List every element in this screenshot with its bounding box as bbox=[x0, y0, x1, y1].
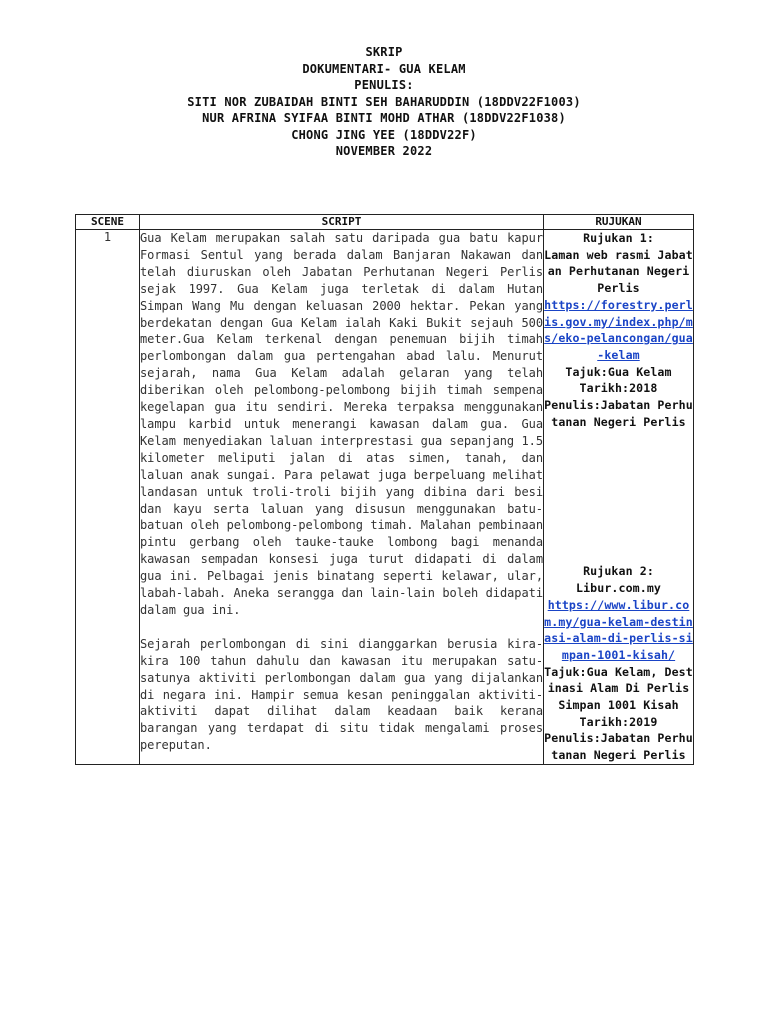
rujukan-1-label: Rujukan 1: bbox=[583, 231, 654, 245]
rujukan-1 bbox=[544, 230, 693, 430]
script-cell bbox=[140, 230, 544, 765]
table-row bbox=[76, 230, 694, 765]
rujukan-1-source: Laman web rasmi Jabatan Perhutanan Negeri Perlis bbox=[544, 247, 693, 296]
script-paragraph-2: Sejarah perlombongan di sini dianggarkan berusia kira-kira 100 tahun dahulu dan kawasan itu merupakan satu-satunya aktiviti perlombongan dalam gua yang dijalankan di negara ini. Hampir semua kesan peninggalan aktiviti-aktiviti dapat dilihat dalam keadaan baik kerana barangan yang terdapat di situ tidak mengalami proses pereputan. bbox=[140, 636, 543, 753]
script-table bbox=[75, 214, 694, 765]
rujukan-1-penulis: Penulis:Jabatan Perhutanan Negeri Perlis bbox=[544, 398, 693, 429]
header-line-author-1: SITI NOR ZUBAIDAH BINTI SEH BAHARUDDIN (18DDV22F1003) bbox=[187, 94, 581, 109]
header-line-subtitle: DOKUMENTARI- GUA KELAM bbox=[302, 61, 466, 76]
rujukan-1-tajuk: Tajuk:Gua Kelam bbox=[565, 364, 672, 379]
rujukan-2-label: Rujukan 2: bbox=[583, 564, 654, 579]
table-header-row bbox=[76, 215, 694, 230]
rujukan-2-link[interactable]: https://www.libur.com.my/gua-kelam-destinasi-alam-di-perlis-simpan-1001-kisah/ bbox=[544, 597, 693, 662]
rujukan-2-source: Libur.com.my bbox=[576, 581, 661, 596]
rujukan-cell bbox=[544, 230, 694, 765]
script-paragraph-1: Gua Kelam merupakan salah satu daripada gua batu kapur Formasi Sentul yang berada dalam Banjaran Nakawan dan telah diuruskan oleh Jabatan Perhutanan Negeri Perlis sejak 1997. Gua Kelam juga terletak di dalam Hutan Simpan Wang Mu dengan keluasan 2000 hektar. Pekan yang berdekatan dengan Gua Kelam ialah Kaki Bukit sejauh 500 meter.Gua Kelam terkenal dengan penemuan bijih timah perlombongan dalam gua pertengahan abad lalu. Menurut sejarah, nama Gua Kelam adalah gelaran yang telah diberikan oleh pelombong-pelombong bijih timah sempena kegelapan gua itu sendiri. Mereka terpaksa menggunakan lampu karbid untuk menerangi kawasan dalam gua. Gua Kelam menyediakan laluan interprestasi gua sepanjang 1.5 kilometer meliputi jalan di atas simen, tanah, dan laluan anak sungai. Para pelawat juga berpeluang melihat landasan untuk troli-troli bijih yang dibina dari besi dan kayu serta laluan yang disusun menggunakan batu-batuan oleh pelombong-pelombong timah. Malahan pembinaan pintu gerbang oleh tauke-tauke lombong bagi menanda kawasan sempadan konsesi juga turut didapati di dalam gua ini. Pelbagai jenis binatang seperti kelawar, ular, labah-labah. Aneka serangga dan lain-lain boleh didapati dalam gua ini. bbox=[140, 231, 543, 617]
rujukan-spacer bbox=[544, 430, 693, 563]
header-line-title: SKRIP bbox=[365, 45, 403, 59]
document-header bbox=[0, 44, 768, 160]
header-line-author-3: CHONG JING YEE (18DDV22F) bbox=[291, 127, 477, 142]
rujukan-1-link[interactable]: https://forestry.perlis.gov.my/index.php/ms/eko-pelancongan/gua-kelam bbox=[544, 297, 693, 362]
header-line-penulis: PENULIS: bbox=[354, 78, 414, 92]
column-header-script: SCRIPT bbox=[140, 215, 544, 230]
rujukan-1-tarikh: Tarikh:2018 bbox=[579, 381, 658, 396]
column-header-rujukan: RUJUKAN bbox=[544, 215, 694, 230]
rujukan-2-tajuk: Tajuk:Gua Kelam, Destinasi Alam Di Perlis Simpan 1001 Kisah bbox=[544, 664, 693, 713]
rujukan-2-tarikh: Tarikh:2019 bbox=[579, 714, 658, 729]
rujukan-2 bbox=[544, 563, 693, 763]
header-line-author-2: NUR AFRINA SYIFAA BINTI MOHD ATHAR (18DDV22F1038) bbox=[202, 111, 566, 125]
scene-number: 1 bbox=[76, 230, 140, 765]
header-line-date: NOVEMBER 2022 bbox=[335, 144, 433, 158]
rujukan-2-penulis: Penulis:Jabatan Perhutanan Negeri Perlis bbox=[544, 731, 693, 763]
column-header-scene: SCENE bbox=[76, 215, 140, 230]
